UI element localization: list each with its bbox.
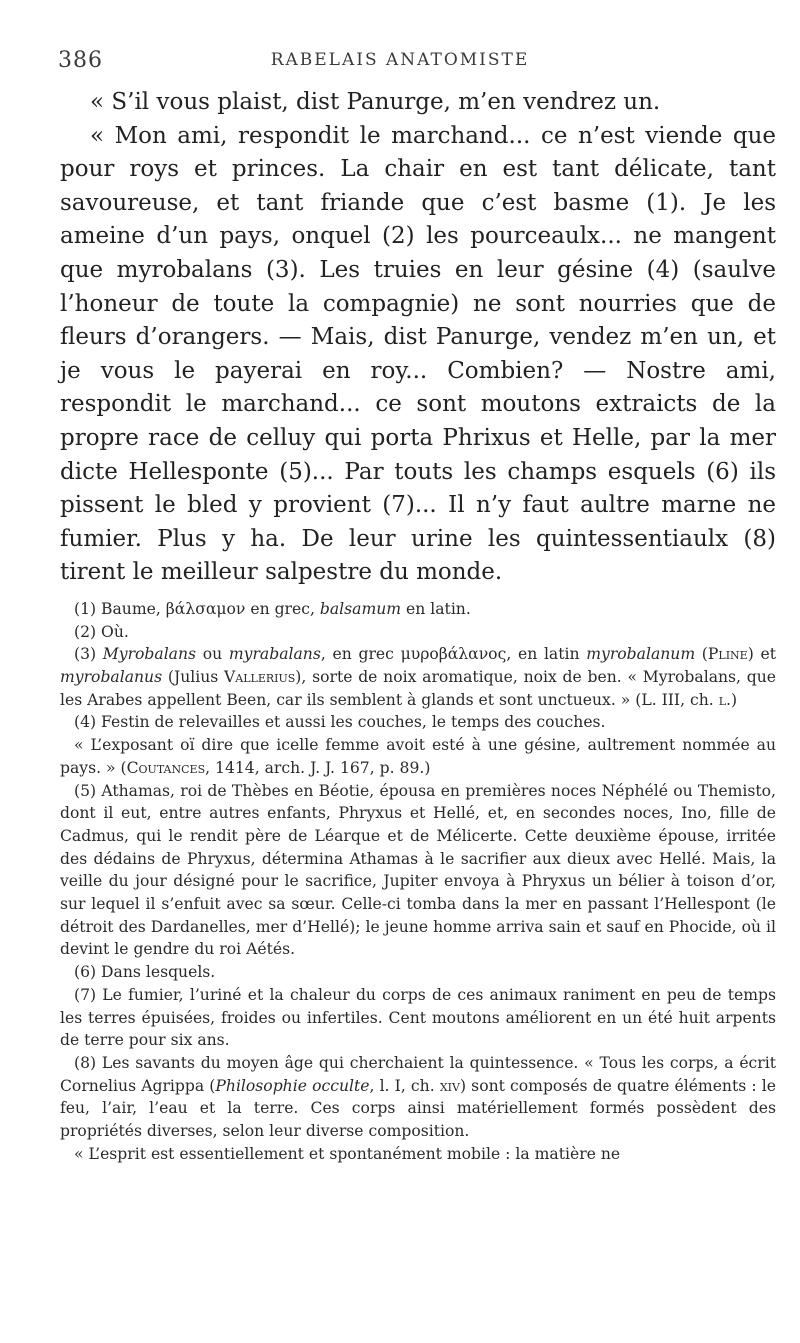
footnote-7: (7) Le fumier, l’uriné et la chaleur du corps de ces animaux raniment en peu de temps les terres épuisées, froides ou infertiles. Cent moutons améliorent en un été huit arpents de terre pour six ans. [60, 985, 776, 1050]
latin-word: balsamum [319, 599, 402, 618]
page-header [0, 48, 800, 82]
running-title: RABELAIS ANATOMISTE [270, 50, 530, 70]
footnote-3: (3) Myrobalans ou myrabalans, en grec μυροβάλανος, en latin myrobalanum (Pline) et myrobalanus (Julius Vallerius), sorte de noix aromatique, noix de ben. « Myrobalans, que les Arabes appellent Been, car ils semblent à glands et sont unctueux. » (L. III, ch. l.) [60, 645, 777, 709]
page-body [60, 86, 776, 1165]
footnote-6: (6) Dans lesquels. [74, 963, 216, 982]
footnotes [60, 598, 776, 1166]
greek-word: μυροβάλανος [400, 645, 507, 664]
footnote-4: (4) Festin de relevailles et aussi les couches, le temps des couches. [74, 713, 606, 732]
footnote-4-quote: « L’exposant oï dire que icelle femme avoit esté à une gésine, aultrement nommée au pays. » (Coutances, 1414, arch. J. J. 167, p. 89.) [60, 736, 776, 777]
footnote-2: (2) Où. [74, 622, 129, 641]
footnote-8: (8) Les savants du moyen âge qui cherchaient la quintessence. « Tous les corps, a écrit Cornelius Agrippa (Philosophie occulte, l. I, ch. xiv) sont composés de quatre éléments : le feu, l’air, l’eau et la terre. Ces corps ainsi matériellement formés possèdent des propriétés diverses, selon leur diverse composition. [60, 1053, 777, 1141]
footnote-1: (1) Baume, βάλσαμον en grec, balsamum en latin. [74, 599, 471, 618]
main-text [60, 86, 776, 590]
greek-word: βάλσαμον [165, 599, 246, 618]
footnote-8-continued: « L’esprit est essentiellement et spontanément mobile : la matière ne [74, 1144, 621, 1163]
footnote-5: (5) Athamas, roi de Thèbes en Béotie, épousa en premières noces Néphélé ou Themisto, dont il eut, entre autres enfants, Phryxus et Hellé, et, en secondes noces, Ino, fille de Cadmus, qui le rendit père de Léarque et de Mélicerte. Cette deuxième épouse, irritée des dédains de Phryxus, détermina Athamas à le sacrifier aux dieux avec Hellé. Mais, la veille du jour désigné pour le sacrifice, Jupiter envoya à Phryxus un bélier à toison d’or, sur lequel il s’enfuit avec sa sœur. Celle-ci tomba dans la mer en passant l’Hellespont (le détroit des Dardanelles, mer d’Hellé); le jeune homme arriva sain et sauf en Phocide, où il devint le gendre du roi Aétés. [60, 781, 776, 959]
main-paragraph: « Mon ami, respondit le marchand... ce n’est viende que pour roys et princes. La chair en est tant délicate, tant savoureuse, et tant friande que c’est basme (1). Je les ameine d’un pays, onquel (2) les pourceaulx... ne mangent que myrobalans (3). Les truies en leur gésine (4) (saulve l’honeur de toute la compagnie) ne sont nourries que de fleurs d’orangers. — Mais, dist Panurge, vendez m’en un, et je vous le payerai en roy... Combien? — Nostre ami, respondit le marchand... ce sont moutons extraicts de la propre race de celluy qui porta Phrixus et Helle, par la mer dicte Hellesponte (5)... Par touts les champs esquels (6) ils pissent le bled y provient (7)... Il n’y faut aultre marne ne fumier. Plus y ha. De leur urine les quintessentiaulx (8) tirent le meilleur salpestre du monde. [60, 122, 776, 586]
main-paragraph: « S’il vous plaist, dist Panurge, m’en vendrez un. [90, 89, 661, 115]
page-number: 386 [58, 48, 103, 73]
